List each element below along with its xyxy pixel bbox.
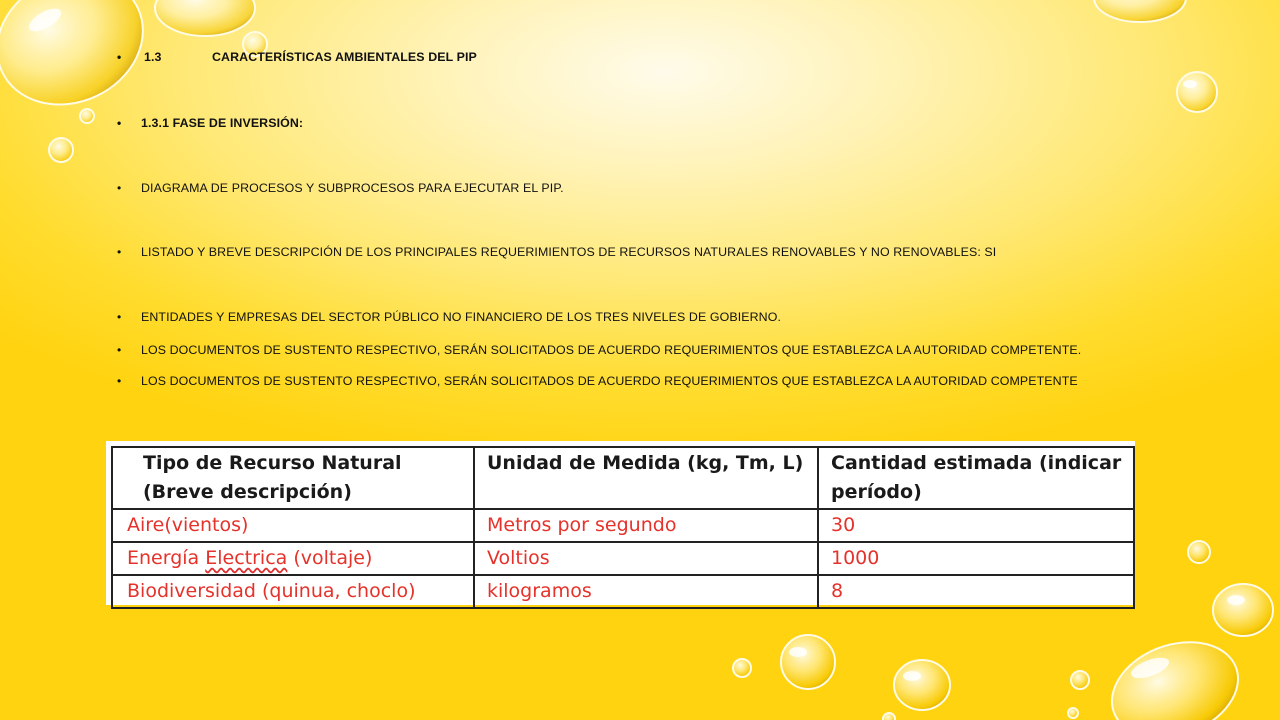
header-text: Tipo de Recurso Natural bbox=[143, 452, 402, 474]
bullet-item bbox=[117, 310, 781, 324]
spellcheck-word: Electrica bbox=[205, 547, 288, 569]
header-text: (Breve descripción) bbox=[143, 481, 352, 503]
water-drop bbox=[1177, 72, 1217, 112]
section-title: CARACTERÍSTICAS AMBIENTALES DEL PIP bbox=[212, 50, 477, 64]
water-drop bbox=[1094, 0, 1186, 22]
bullet-dot: • bbox=[117, 181, 122, 195]
bullet-dot: • bbox=[117, 310, 122, 324]
cell-unit: kilogramos bbox=[474, 575, 818, 608]
water-drop bbox=[1099, 625, 1252, 720]
cell-text: Energía bbox=[127, 547, 206, 569]
header-unit bbox=[474, 447, 818, 509]
water-drop bbox=[1071, 671, 1089, 689]
cell-quantity: 8 bbox=[818, 575, 1134, 608]
bullet-item bbox=[117, 343, 1081, 357]
bullet-item bbox=[117, 374, 1078, 388]
header-text: Cantidad estimada (indicar bbox=[831, 452, 1122, 474]
bullet-text: LOS DOCUMENTOS DE SUSTENTO RESPECTIVO, SERÁN SOLICITADOS DE ACUERDO REQUERIMIENTOS QUE ESTABLEZCA LA AUTORIDAD COMPETENTE. bbox=[141, 343, 1082, 357]
bullet-text: DIAGRAMA DE PROCESOS Y SUBPROCESOS PARA EJECUTAR EL PIP. bbox=[141, 181, 564, 195]
resources-table-image bbox=[106, 441, 1135, 605]
bullet-item-subsection bbox=[117, 116, 303, 130]
bullet-item-section-title bbox=[117, 50, 477, 64]
water-drop bbox=[733, 659, 751, 677]
bullet-text: LISTADO Y BREVE DESCRIPCIÓN DE LOS PRINCIPALES REQUERIMIENTOS DE RECURSOS NATURALES RENOVABLES Y NO RENOVABLES: SI bbox=[141, 245, 997, 259]
water-drop bbox=[1213, 584, 1273, 636]
bullet-item bbox=[117, 245, 996, 259]
bullet-dot: • bbox=[117, 50, 122, 64]
cell-quantity: 1000 bbox=[818, 542, 1134, 575]
cell-resource: Biodiversidad (quinua, choclo) bbox=[112, 575, 474, 608]
cell-quantity: 30 bbox=[818, 509, 1134, 542]
water-drop bbox=[883, 713, 895, 720]
bullet-text: ENTIDADES Y EMPRESAS DEL SECTOR PÚBLICO NO FINANCIERO DE LOS TRES NIVELES DE GOBIERNO. bbox=[141, 310, 781, 324]
water-drop bbox=[781, 635, 835, 689]
water-drop bbox=[49, 138, 73, 162]
header-text: período) bbox=[831, 481, 922, 503]
bullet-dot: • bbox=[117, 245, 122, 259]
table-header-row bbox=[112, 447, 1134, 509]
cell-resource bbox=[112, 542, 474, 575]
cell-text: (voltaje) bbox=[287, 547, 373, 569]
water-drop bbox=[1068, 708, 1078, 718]
bullet-dot: • bbox=[117, 116, 122, 130]
water-drop bbox=[1188, 541, 1210, 563]
bullet-text: 1.3.1 FASE DE INVERSIÓN: bbox=[141, 116, 304, 130]
cell-resource: Aire(vientos) bbox=[112, 509, 474, 542]
water-drop bbox=[80, 109, 94, 123]
section-number: 1.3 bbox=[144, 50, 162, 64]
resources-table bbox=[111, 446, 1135, 609]
header-resource-type bbox=[112, 447, 474, 509]
header-text: Unidad de Medida (kg, Tm, L) bbox=[487, 452, 804, 474]
bullet-item bbox=[117, 181, 564, 195]
cell-unit: Voltios bbox=[474, 542, 818, 575]
table-row bbox=[112, 509, 1134, 542]
bullet-dot: • bbox=[117, 343, 122, 357]
table-row bbox=[112, 542, 1134, 575]
table-row bbox=[112, 575, 1134, 608]
header-quantity bbox=[818, 447, 1134, 509]
water-drop bbox=[894, 660, 950, 710]
bullet-text: LOS DOCUMENTOS DE SUSTENTO RESPECTIVO, SERÁN SOLICITADOS DE ACUERDO REQUERIMIENTOS QUE ESTABLEZCA LA AUTORIDAD COMPETENTE bbox=[141, 374, 1078, 388]
water-drop bbox=[155, 0, 255, 36]
bullet-dot: • bbox=[117, 374, 122, 388]
cell-unit: Metros por segundo bbox=[474, 509, 818, 542]
